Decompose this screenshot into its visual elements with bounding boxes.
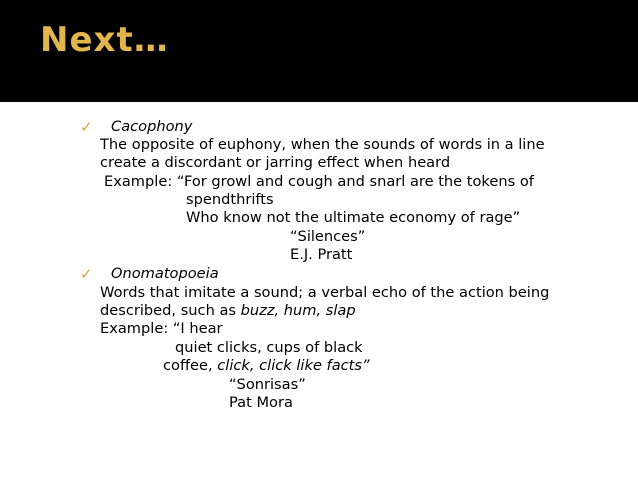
source-title: “Sonrisas” <box>229 376 306 393</box>
example-italic: click, click like facts” <box>217 357 370 374</box>
title-bar <box>0 0 638 102</box>
definition-examples: buzz, hum, slap <box>240 302 356 319</box>
definition-line: create a discordant or jarring effect when heard <box>100 154 451 171</box>
source-author: E.J. Pratt <box>290 246 353 263</box>
example-line: Example: “I hear <box>100 320 223 337</box>
bullet-term-onomatopoeia: Onomatopoeia <box>111 265 219 282</box>
definition-line <box>100 302 356 320</box>
slide-title: Next… <box>40 20 169 60</box>
definition-line: Words that imitate a sound; a verbal echo of the action being <box>100 284 550 301</box>
definition-line: The opposite of euphony, when the sounds of words in a line <box>100 136 545 153</box>
source-title: “Silences” <box>290 228 366 245</box>
checkmark-icon: ✓ <box>80 118 93 136</box>
checkmark-icon: ✓ <box>80 265 93 283</box>
example-line: Who know not the ultimate economy of rage” <box>186 209 521 226</box>
definition-prefix: described, such as <box>100 302 241 319</box>
source-author: Pat Mora <box>229 394 293 411</box>
bullet-term-cacophony: Cacophony <box>111 118 193 135</box>
example-line <box>163 357 370 375</box>
example-line: Example: “For growl and cough and snarl are the tokens of <box>104 173 534 190</box>
example-prefix: coffee, <box>163 357 218 374</box>
example-line: quiet clicks, cups of black <box>175 339 363 356</box>
example-line: spendthrifts <box>186 191 274 208</box>
